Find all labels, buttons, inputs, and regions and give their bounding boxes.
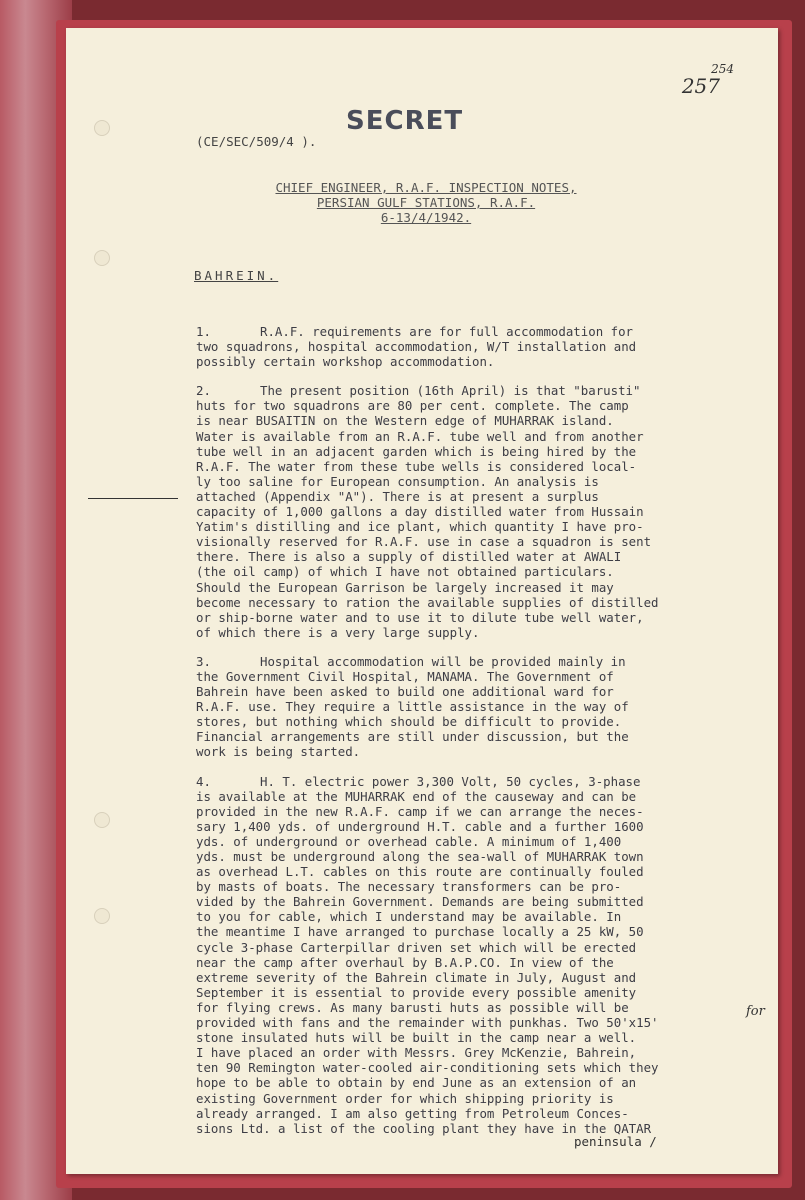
punch-hole: [94, 908, 110, 924]
reference-number: (CE/SEC/509/4 ).: [196, 134, 317, 149]
punch-hole: [94, 812, 110, 828]
heading-line: 6-13/4/1942.: [380, 210, 472, 225]
paragraph-number: 2.: [196, 383, 211, 399]
document-heading: [216, 180, 636, 225]
paragraph-text: R.A.F. requirements are for full accommodation for two squadrons, hospital accommodation, W/T installation and possibly certain workshop accommodation.: [196, 324, 637, 370]
paragraph: [196, 324, 748, 369]
paragraph-number: 4.: [196, 773, 211, 789]
section-place-title: BAHREIN.: [194, 268, 279, 283]
folio-number: 257: [681, 74, 720, 98]
document-body: [196, 324, 748, 1150]
margin-mark: [88, 498, 178, 499]
paragraph: [196, 383, 748, 640]
paragraph-text: The present position (16th April) is that "barusti" huts for two squadrons are 80 per cent. complete. The camp is near BUSAITIN on the Western edge of MUHARRAK island. Water is available from an R.A.F. tube well and from another tube well in an adjacent garden which is being hired by the R.A.F. The water from these tube wells is considered local- ly too saline for European consumption. An analysis is attached (Appendix "A"). There is at present a surplus capacity of 1,000 gallons a day distilled water from Hussain Yatim's distilling and ice plant, which quantity I have pro- visionally reserved for R.A.F. use in case a squadron is sent there. There is also a supply of distilled water at AWALI (the oil camp) of which I have not obtained particulars. Should the European Garrison be largely increased it may become necessary to ration the available supplies of distilled or ship-borne water and to use it to dilute tube well water, of which there is a very large supply.: [196, 383, 659, 640]
paragraph-number: 1.: [196, 324, 211, 339]
folio-number-alt: 254: [711, 62, 734, 76]
classification-stamp: SECRET: [346, 106, 464, 136]
heading-line: PERSIAN GULF STATIONS, R.A.F.: [316, 195, 536, 210]
paragraph: [196, 774, 748, 1136]
punch-hole: [94, 120, 110, 136]
punch-hole: [94, 250, 110, 266]
paragraph-text: H. T. electric power 3,300 Volt, 50 cycles, 3-phase is available at the MUHARRAK end of the causeway and can be provided in the new R.A.F. camp if we can arrange the neces- sary 1,400 yds. of underground H.T. cable and a further 1600 yds. of underground or overhead cable. A minimum of 1,400 yds. must be underground along the sea-wall of MUHARRAK town as overhead L.T. cables on this route are continually fouled by masts of boats. The necessary transformers can be pro- vided by the Bahrein Government. Demands are being submitted to you for cable, which I understand may be available. In the meantime I have arranged to purchase locally a 25 kW, 50 cycle 3-phase Carterpillar driven set which will be erected near the camp after overhaul by B.A.P.CO. In view of the extreme severity of the Bahrein climate in July, August and September it is essential to provide every possible amenity for flying crews. As many barusti huts as possible will be provided with fans and the remainder with punkhas. Two 50'x15' stone insulated huts will be built in the camp near a well. I have placed an order with Messrs. Grey McKenzie, Bahrein, ten 90 Remington water-cooled air-conditioning sets which they hope to be able to obtain by end June as an extension of an existing Government order for which shipping priority is already arranged. I am also getting from Petroleum Conces- sions Ltd. a list of the cooling plant they have in the QATAR: [196, 773, 659, 1136]
catchword: peninsula /: [574, 1134, 657, 1149]
paragraph-number: 3.: [196, 653, 211, 669]
heading-line: CHIEF ENGINEER, R.A.F. INSPECTION NOTES,: [275, 180, 577, 195]
handwritten-annotation: for: [746, 1004, 765, 1019]
paragraph: [196, 654, 748, 760]
document-page: [66, 28, 778, 1174]
paragraph-text: Hospital accommodation will be provided mainly in the Government Civil Hospital, MANAMA. The Government of Bahrein have been asked to build one additional ward for R.A.F. use. They require a little assistance in the way of stores, but nothing which should be difficult to provide. Financial arrangements are still under discussion, but the work is being started.: [196, 653, 629, 760]
